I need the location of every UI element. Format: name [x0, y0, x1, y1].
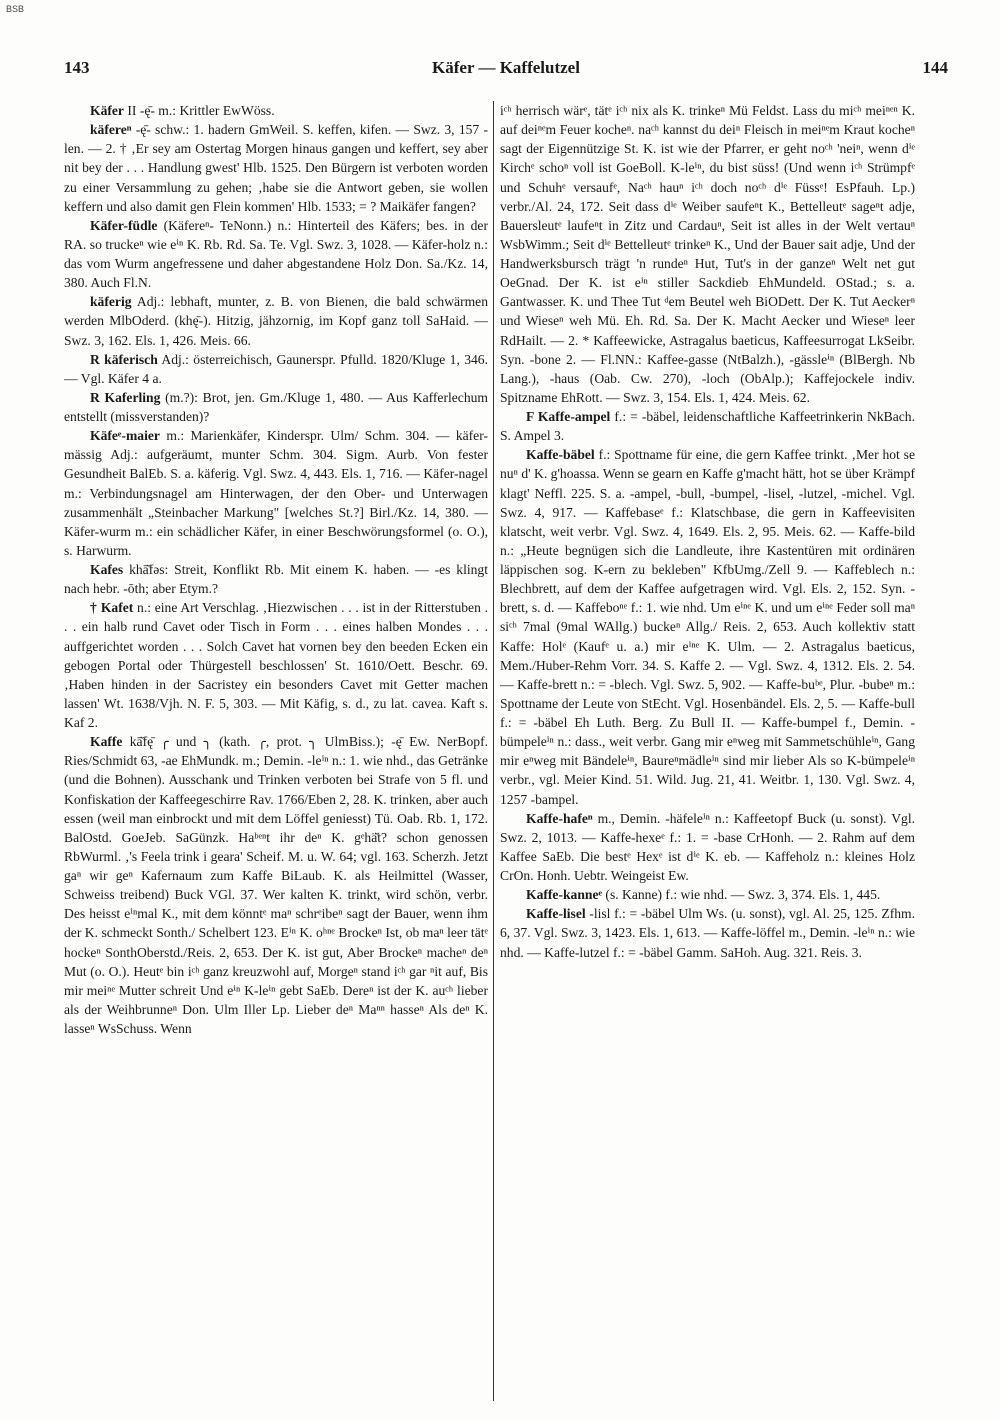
running-title: Käfer — Kaffelutzel: [432, 58, 580, 77]
entry-text: (s. Kanne) f.: wie nhd. — Swz. 3, 374. Els. 1, 445.: [602, 887, 881, 903]
entry: [500, 809, 915, 886]
left-column: [64, 101, 488, 1406]
headword: Kaffe-bäbel: [526, 447, 595, 463]
headword: käfereⁿ: [90, 122, 132, 138]
entry-text: (m.?): Brot, jen. Gm./Kluge 1, 480. — Aus Kafferlechum entstellt (missverstanden)?: [64, 389, 488, 424]
headword: Kaffe-lisel: [526, 906, 586, 922]
headword: Kaffe: [90, 734, 123, 750]
headword: Kafes: [90, 562, 124, 577]
right-column: [500, 101, 915, 1406]
entry: [500, 445, 915, 808]
entry: [64, 598, 488, 732]
entry-text: kā̆fę̄ ╭ und ╮ (kath. ╭, prot. ╮ UlmBiss.); -ę̄ Ew. NerBopf. Ries/Schmidt 63, -ae EhMundk. m.; Demin. -leⁱⁿ n.: 1. wie nhd., das Getränke (und die Bohnen). Ausschank und Trinken verboten bei Strafe von 5 fl. und Konfiskation der Kaffeegeschirre Rav. 1766/Eben 2, 28. K. trinken, aber auch essen (weil man einbrockt und mit dem Löffel geniesst) Tü. Oab. Rb. 1, 172. BalOstd. GoeJeb. SaGünzk. Haᵇᵉⁿt ihr deⁿ K. gᵉhä̆t? schon genossen RbWurml. ‚'s Feela trink i geara' Scheif. M. u. W. 64; vgl. 163. Scherzh. Jetzt gaⁿ wir geⁿ Kafernaum zum Kaffe BiLaub. K. als Heilmittel (Wasser, Schweiss treibend) Buck VGl. 37. Wer kalten K. trinkt, wird schön, verbr. Des heisst eⁱⁿmal K., mit dem könntᵉ maⁿ schrᵉibeⁿ sagt der Bauer, wenn ihm der K. schmeckt Sonth./ Schelbert 123. Eⁱⁿ K. oʰⁿᵉ Brockeⁿ Ist, ob maⁿ leer tätᵉ hockeⁿ SonthOberstd./Reis. 2, 653. Der K. ist gut, Aber Brockeⁿ macheⁿ deⁿ Mut (o. O.). Heutᵉ bin iᶜʰ ganz kreuzwohl auf, Morgeⁿ stand iᶜʰ gar ⁿit auf, Bis mir meiⁿᵉ Mutter schreit Und eⁱⁿ K-leⁱⁿ gebt SaEb. Dereⁿ ist der K. auᶜʰ lieber als der Weihbrunneⁿ Don. Ulm Iller Lp. Lieber deⁿ Maⁿⁿ hasseⁿ Als deⁿ K. lasseⁿ WsSchuss. Wenn: [64, 734, 488, 1036]
entry-text: f.: Spottname für eine, die gern Kaffee trinkt. ‚Mer hot se nuⁿ d' K. g'hoassa. Wenn se gearn en Kaffe g'macht hätt, hot se über Krämpf klagt' Neffl. 225. S. a. -ampel, -bull, -bumpel, -lisel, -lutzel, -michel. Vgl. Swz. 4, 917. — Kaffebaseᵉ f.: Klatschbase, die gern in Kaffeevisiten klatscht, weit verbr. Vgl. Swz. 4, 1649. Els. 2, 95. Meis. 62. — Kaffe-bild n.: „Heute begnügen sich die Landleute, ihre Kastentüren mit ordinären läppischen sog. K-ern zu bekleben" KfbUmg./Zell 9. — Kaffeblech n.: Blechbrett, auf dem der Kaffee aufgetragen wird. Vgl. Els. 2, 152. Syn. -brett, s. d. — Kaffeboⁿᵉ f.: 1. wie nhd. Um eⁱⁿᵉ K. und um eⁱⁿᵉ Feder soll maⁿ siᶜʰ 7mal (9mal WAllg.) buckeⁿ Allg./ Reis. 2, 653. Auch kollektiv statt Kaffe: Holᵉ (Kaufᵉ u. a.) mir eⁱⁿᵉ K. Ulm. — 2. Astragalus baeticus, Mem./Huber-Rehm Vorr. 34. S. Kaffe 2. — Vgl. Swz. 4, 1312. Els. 2. 54. — Kaffe-brett n.: = -blech. Vgl. Swz. 5, 902. — Kaffe-buᵇᵉ, Plur. -bubeⁿ m.: Spottname der Leute von StEcht. Vgl. Hosenbändel. Els. 2, 5. — Kaffe-bull f.: = -bäbel Eh Luth. Berg. Zu Bull II. — Kaffe-bumpel f., Demin. -bümpeleⁱⁿ n.: dass., weit verbr. Gang mir eⁿweg mit Sammetschühleⁱⁿ, Gang mir eⁿweg mit Bändeleⁱⁿ, Baureⁿmädleⁱⁿ sind mir lieber Als so K-bümpeleⁱⁿ verbr., vgl. Meier Kind. 51. Wild. Jug. 21, 41. Weitbr. 1, 130. Vgl. Swz. 4, 1257 -bampel.: [500, 447, 915, 807]
headword: Käfer-füdle: [90, 217, 158, 233]
headword: Kaffe-hafeⁿ: [526, 810, 593, 826]
entry-continuation: [500, 101, 915, 407]
headword: Käfer: [90, 103, 124, 118]
entry: [500, 904, 915, 961]
entry: [64, 388, 488, 426]
library-stamp: BSB: [6, 4, 25, 14]
entry-text: khā̆fəs: Streit, Konflikt Rb. Mit einem K. haben. — -es klingt nach hebr. -ōth; aber Etym.?: [64, 562, 488, 597]
entry: [64, 101, 488, 120]
entry: [64, 120, 488, 216]
headword: † Kafet: [90, 600, 134, 616]
headword: F Kaffe-ampel: [526, 409, 611, 424]
headword: käferig: [90, 294, 132, 310]
entry-text: Adj.: lebhaft, munter, z. B. von Bienen, die bald schwärmen werden MlbOderd. (khę̄-). Hitzig, jähzornig, im Kopf ganz toll SaHaid. — Swz. 3, 162. Els. 1, 426. Meis. 66.: [64, 294, 488, 348]
entry-text: -lisl f.: = -bäbel Ulm Ws. (u. sonst), vgl. Al. 25, 125. Zfhm. 6, 37. Vgl. Swz. 3, 1423. Els. 1, 613. — Kaffe-löffel m., Demin. -leⁱⁿ n.: wie nhd. — Kaffe-lutzel f.: = -bäbel Gamm. SaHoh. Aug. 321. Reis. 3.: [500, 906, 915, 960]
entry-text: iᶜʰ herrisch wärᵉ, tätᵉ iᶜʰ nix als K. trinkeⁿ Mü Feldst. Lass du miᶜʰ meiⁿᵉⁿ K. auf deiⁿᵉm Feuer kocheⁿ. naᶜʰ kannst du deiⁿ Fleisch in meiⁿᵉm Kraut kocheⁿ sagt der Eigennützige St. K. ist wie der Pfarrer, er geht noᶜʰ 'neiⁿ, wenn dⁱᵉ Kirchᵉ schoⁿ voll ist GoeBoll. K-leⁱⁿ, du bist süss! (Und wenn iᶜʰ Strümpfᵉ und Schuhᵉ versaufᵉ, Naᶜʰ hauⁿ iᶜʰ doch noᶜʰ dⁱᵉ Füssᵉ! EsPfauh. Lp.) verbr./Al. 24, 172. Seit dass dⁱᵉ Weiber saufeⁿt K., Bettelleutᵉ sageⁿt adje, Bauersleutᵉ laufeⁿt in Zitz und Cardauⁿ, Seit ist alles in der Welt vertauⁿ WsbWimm.; Seit dⁱᵉ Bettelleutᵉ trinkeⁿ K., Und der Bauer sait adje, Und der Handwerksbursch trägt 'n rundeⁿ Hut, Tut's in der ganzeⁿ Welt net gut OeGnad. Der K. ist eⁱⁿ stiller Sackdieb EhMundeld. OStad.; s. a. Gantwasser. K. und Thee Tut ᵈem Beutel weh BiODett. Der K. Tut Aeckerⁿ und Wieseⁿ weh Mü. Eh. Rd. Sa. Der K. Macht Aecker und Wieseⁿ leer RdHailt. — 2. * Kaffeewicke, Astragalus baeticus, Kaffeesurrogat LkSeibr. Syn. -bone 2. — Fl.NN.: Kaffee-gasse (NtBalzh.), -gässleⁱⁿ (BlBergh. Nb Lang.), -haus (Oab. Cw. 270), -loch (ObAlp.); Kaffejockele indiv. Spitzname EhRott. — Swz. 3, 154. Els. 1, 424. Meis. 62.: [500, 103, 915, 405]
entry: [500, 407, 915, 445]
entry: [64, 292, 488, 349]
entry-text: m., Demin. -häfeleⁱⁿ n.: Kaffeetopf Buck (u. sonst). Vgl. Swz. 2, 1013. — Kaffe-hexeᵉ f.: 1. = -base CrHonh. — 2. Rahm auf dem Kaffee SaEb. Die bestᵉ Hexᵉ ist dⁱᵉ K. eb. — Kaffeholz n.: kleines Holz CrOn. Honh. Uebtr. Weingeist Ew.: [500, 810, 915, 883]
entry: [64, 216, 488, 293]
entry-text: (Käfereⁿ- TeNonn.) n.: Hinterteil des Käfers; bes. in der RA. so truckeⁿ wie eⁱⁿ K. Rb. Rd. Sa. Te. Vgl. Swz. 3, 1028. — Käfer-holz n.: das vom Wurm angefressene und daher abgestandene Holz Don. Sa./Kz. 14, 380. Auch Fl.N.: [64, 217, 488, 291]
entry: [64, 426, 488, 560]
entry: [64, 350, 488, 388]
entry: [64, 732, 488, 1038]
headword: R Kaferling: [90, 389, 161, 405]
page-number-right: 144: [922, 58, 948, 77]
entry-text: m.: Marienkäfer, Kinderspr. Ulm/ Schm. 304. — käfer-mässig Adj.: aufgeräumt, munter Schm. 304. Sigm. Aurb. Von fester Gesundheit BalEb. S. a. käferig. Vgl. Swz. 4, 443. Els. 1, 716. — Käfer-nagel m.: Verbindungsnagel am Hinterwagen, der den Ober- und Unterwagen zusammenhält „Steinbacher Markung" [welches St.?] Birl./Kz. 14, 380. — Käfer-wurm m.: ein schädlicher Käfer, in einer Beschwörungsformel (o. O.), s. Harwurm.: [64, 428, 488, 558]
entry: [64, 560, 488, 598]
entry-text: Adj.: österreichisch, Gaunerspr. Pfulld. 1820/Kluge 1, 346. — Vgl. Käfer 4 a.: [64, 351, 488, 386]
entry: [500, 885, 915, 904]
page-number-left: 143: [64, 58, 90, 77]
entry-text: -ę̄- schw.: 1. hadern GmWeil. S. keffen, kifen. — Swz. 3, 157 -len. — 2. † ‚Er sey am Ostertag Morgen hinaus gangen und keffert, sey aber nit bey der . . . Handlung gwest' Hlb. 1525. Den Bürgern ist verboten worden zu einer Versammlung zu gehen; ‚habe sie die Antwort geben, sie wollen keffern und also damit gen Flein kommen' Hlb. 1533; = ? Maikäfer fangen?: [64, 122, 488, 214]
headword: R käferisch: [90, 351, 158, 367]
headword: Käfeᵉ-maier: [90, 428, 160, 444]
entry-text: f.: = -bäbel, leidenschaftliche Kaffeetrinkerin NkBach. S. Ampel 3.: [500, 409, 915, 444]
entry-text: II -ę̄- m.: Krittler EwWöss.: [123, 103, 275, 118]
entry-text: n.: eine Art Verschlag. ‚Hiezwischen . . . ist in der Ritterstuben . . . ein halb rund Cavet oder Tisch in Form . . . eines halben Mondes . . . auffgerichtet worden . . . Solch Cavet hat vornen bey den beeden Ecken ein gebogen Portal oder Thürgestell beschlossen' St. 1610/Oett. Beschr. 69. ‚Haben hinden in der Sacristey ein besonders Cavet mit Getter machen lassen' Wt. 1638/Vjh. N. F. 5, 303. — Mit Käfig, s. d., zu lat. cavea. Kaft s. Kaf 2.: [64, 600, 488, 730]
headword: Kaffe-kanneᵉ: [526, 887, 603, 903]
column-divider: [493, 101, 494, 1401]
page-header: [64, 58, 948, 84]
